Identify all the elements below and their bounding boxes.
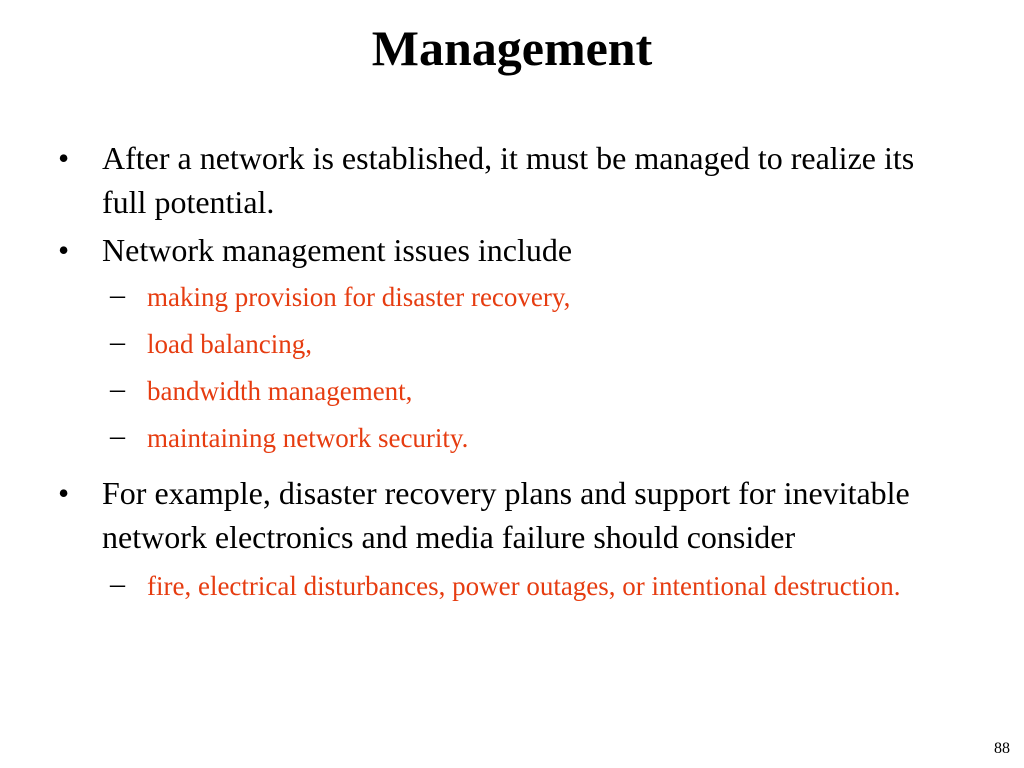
- sub-bullet-text: fire, electrical disturbances, power outages, or intentional destruction.: [147, 571, 901, 601]
- sub-bullet-text: making provision for disaster recovery,: [147, 282, 571, 312]
- dash-icon: –: [110, 372, 125, 405]
- slide-title: Management: [371, 20, 653, 76]
- bullet-text: Network management issues include: [102, 232, 573, 268]
- bullet-item: [58, 228, 958, 272]
- bullet-text: After a network is established, it must be managed to realize its full potential.: [102, 140, 915, 220]
- dash-icon: –: [110, 325, 125, 358]
- page-number: 88: [994, 740, 1010, 757]
- sub-bullet-text: maintaining network security.: [147, 423, 469, 453]
- dash-icon: –: [110, 567, 125, 600]
- bullet-list: [58, 136, 958, 614]
- sub-bullet-item: [58, 278, 958, 316]
- sub-bullet-item: [58, 372, 958, 410]
- bullet-dot-icon: •: [58, 232, 70, 268]
- dash-icon: –: [110, 278, 125, 311]
- dash-icon: –: [110, 419, 125, 452]
- bullet-item: [58, 471, 958, 559]
- sub-bullet-item: [58, 325, 958, 363]
- sub-bullet-item: [58, 419, 958, 457]
- bullet-dot-icon: •: [58, 475, 70, 511]
- sub-bullet-text: load balancing,: [147, 329, 312, 359]
- sub-bullet-text: bandwidth management,: [147, 376, 413, 406]
- bullet-dot-icon: •: [58, 140, 70, 176]
- bullet-text: For example, disaster recovery plans and support for inevitable network electronics and media failure should consider: [102, 475, 910, 555]
- bullet-item: [58, 136, 958, 224]
- sub-bullet-item: [58, 567, 958, 605]
